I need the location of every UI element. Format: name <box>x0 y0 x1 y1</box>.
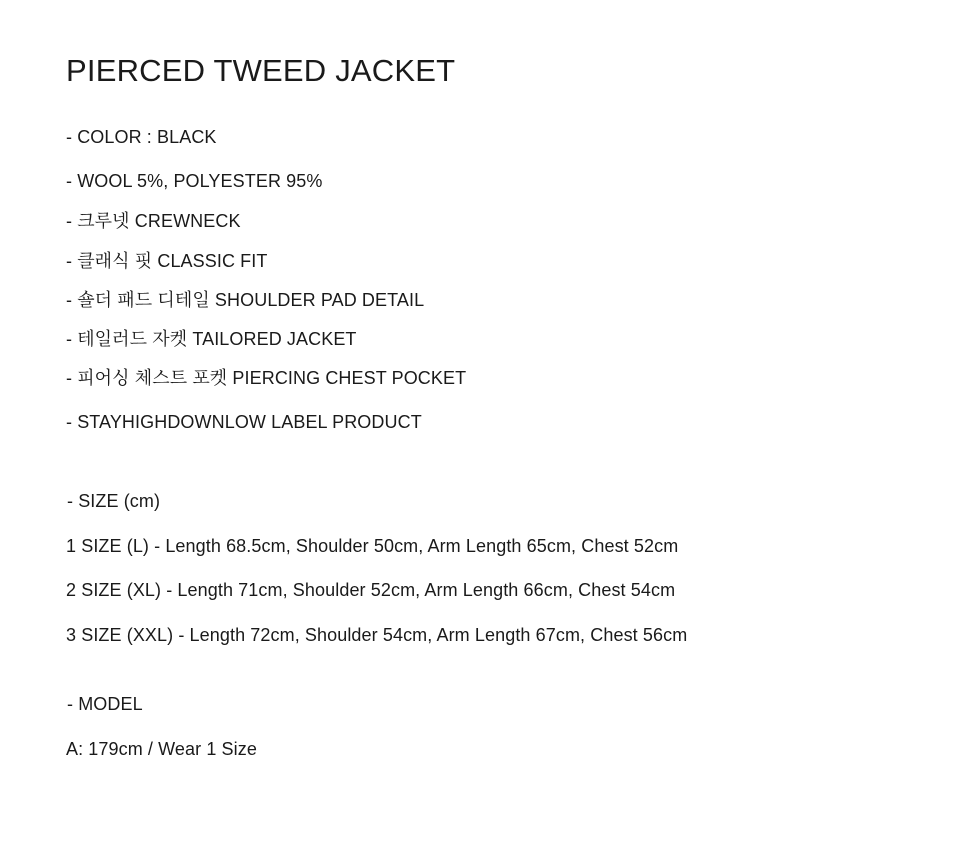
size-row-xxl: 3 SIZE (XXL) - Length 72cm, Shoulder 54cm, Arm Length 67cm, Chest 56cm <box>66 625 688 645</box>
detail-fit: - 클래식 핏 CLASSIC FIT <box>66 251 268 271</box>
size-row-l: 1 SIZE (L) - Length 68.5cm, Shoulder 50cm, Arm Length 65cm, Chest 52cm <box>66 536 679 556</box>
size-heading: - SIZE (cm) <box>67 491 161 511</box>
product-title: PIERCED TWEED JACKET <box>66 53 456 88</box>
model-heading: - MODEL <box>67 694 143 714</box>
detail-tailored: - 테일러드 자켓 TAILORED JACKET <box>66 329 357 349</box>
detail-neckline: - 크루넷 CREWNECK <box>66 211 241 231</box>
model-info: A: 179cm / Wear 1 Size <box>66 739 257 759</box>
size-row-xl: 2 SIZE (XL) - Length 71cm, Shoulder 52cm, Arm Length 66cm, Chest 54cm <box>66 580 676 600</box>
detail-label: - STAYHIGHDOWNLOW LABEL PRODUCT <box>66 412 422 432</box>
detail-pocket: - 피어싱 체스트 포켓 PIERCING CHEST POCKET <box>66 368 467 388</box>
detail-material: - WOOL 5%, POLYESTER 95% <box>66 171 323 191</box>
detail-shoulder-pad: - 숄더 패드 디테일 SHOULDER PAD DETAIL <box>66 290 425 310</box>
detail-color: - COLOR : BLACK <box>66 127 217 147</box>
